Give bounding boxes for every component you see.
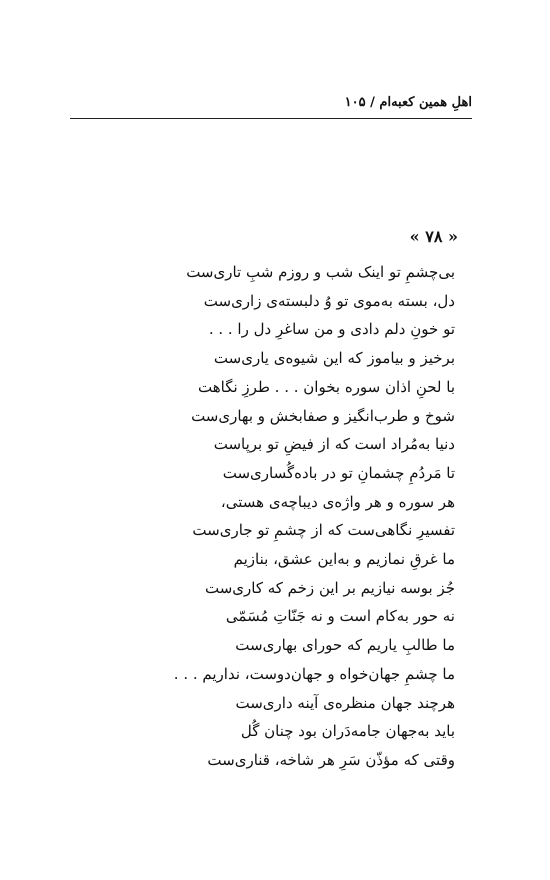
poem-line: تا مَردُمِ چشمانِ تو در باده‌گُساری‌ست bbox=[222, 463, 455, 482]
poem-line: وقتی که مؤذّن سَرِ هر شاخه، قناری‌ست bbox=[207, 750, 455, 769]
poem-line: باید به‌جهان جامه‌دَران بود چنان گُل bbox=[240, 722, 455, 741]
poem-number: « ۷۸ » bbox=[409, 227, 458, 246]
poem-line: ما غرقِ نمازیم و به‌این عشق، بنازیم bbox=[233, 550, 455, 569]
poem-line: نه حور به‌کام است و نه جَنّاتِ مُسَمّی bbox=[225, 607, 455, 626]
poem-line: دنیا به‌مُراد است که از فیضِ تو برپاست bbox=[213, 435, 455, 454]
poem-line: تو خونِ دلم دادی و من ساغرِ دل را . . . bbox=[208, 320, 455, 339]
poem-body bbox=[135, 258, 455, 775]
running-header: اهلِ همین کعبه‌ام / ۱۰۵ bbox=[344, 95, 472, 110]
poem-line: شوخ و طرب‌انگیز و صفابخش و بهاری‌ست bbox=[191, 406, 455, 425]
poem-line: جُز بوسه نیازیم بر این زخم که کاری‌ست bbox=[204, 578, 455, 597]
header-rule bbox=[70, 118, 472, 119]
poem-line: دل، بسته به‌موی تو وُ دلبسته‌ی زاری‌ست bbox=[203, 291, 455, 310]
poem-line: ما طالبِ یاریم که حورای بهاری‌ست bbox=[235, 636, 455, 655]
poem-line: بی‌چشمِ تو اینک شب و روزم شبِ تاری‌ست bbox=[186, 263, 455, 281]
poem-line: هر سوره و هر واژه‌ی دیباچه‌ی هستی، bbox=[220, 492, 455, 511]
poem-line: برخیز و بیاموز که این شیوه‌ی یاری‌ست bbox=[213, 349, 455, 368]
poem-line: تفسیرِ نگاهی‌ست که از چشمِ تو جاری‌ست bbox=[192, 521, 455, 540]
poem-line: با لحنِ اذان سوره بخوان . . . طرزِ نگاهت bbox=[198, 377, 455, 396]
poem-line: ما چشمِ جهان‌خواه و جهان‌دوست، نداریم . . . bbox=[173, 664, 455, 683]
poem-line: هرچند جهان منظره‌ی آینه داری‌ست bbox=[235, 693, 455, 712]
